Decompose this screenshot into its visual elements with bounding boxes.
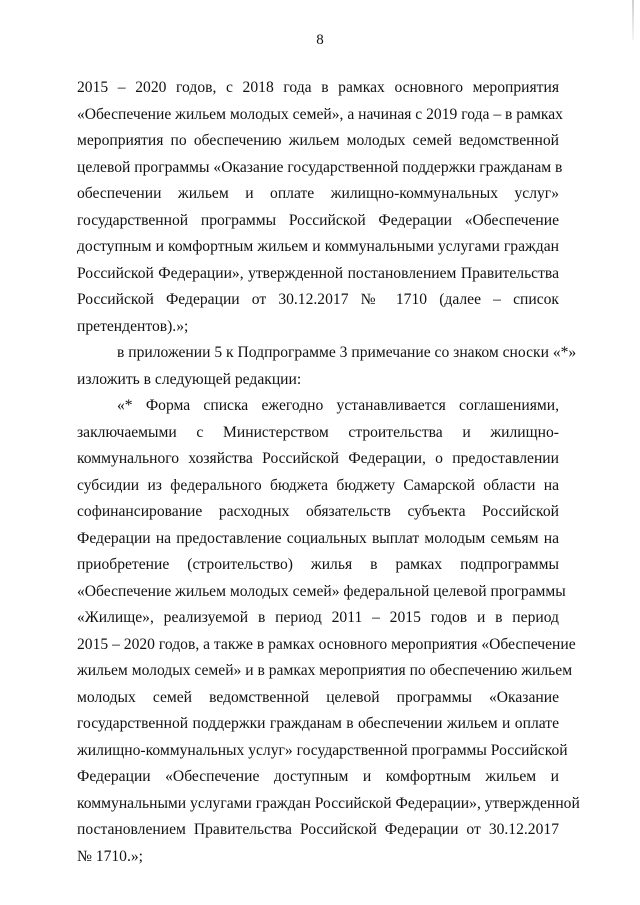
paragraph-continuation <box>77 75 563 340</box>
paragraph-footnote-text <box>77 393 580 870</box>
text-line: приобретение (строительство) жилья в рамках подпрограммы <box>77 556 559 573</box>
text-line: в приложении 5 к Подпрограмме 3 примечание со знаком сноски «*» <box>117 344 577 361</box>
text-line: Российской Федерации от 30.12.2017 № 1710 (далее – список <box>77 291 559 308</box>
paragraph-amendment-instruction <box>77 340 577 393</box>
text-line: Российской Федерации», утвержденной постановлением Правительства <box>77 264 559 282</box>
text-line: № 1710.»; <box>77 847 143 865</box>
text-line: обеспечении жильем и оплате жилищно-коммунальных услуг» <box>77 185 559 202</box>
text-line: 2015 – 2020 годов, а также в рамках основного мероприятия «Обеспечение <box>77 635 576 653</box>
text-line: государственной программы Российской Федерации «Обеспечение <box>77 211 559 229</box>
text-line: коммунального хозяйства Российской Федерации, о предоставлении <box>77 450 559 467</box>
text-line: коммунальными услугами граждан Российской Федерации», утвержденной <box>77 794 580 812</box>
text-line: претендентов).»; <box>77 317 189 335</box>
text-line: государственной поддержки гражданам в обеспечении жильем и оплате <box>77 715 559 732</box>
text-line: «Обеспечение жильем молодых семей», а начиная с 2019 года – в рамках <box>77 105 563 123</box>
text-line: мероприятия по обеспечению жильем молодых семей ведомственной <box>77 132 559 149</box>
text-line: софинансирование расходных обязательств субъекта Российской <box>77 503 559 520</box>
text-line: жилищно-коммунальных услуг» государственной программы Российской <box>77 741 568 759</box>
document-body <box>77 75 580 870</box>
text-line: субсидии из федерального бюджета бюджету Самарской области на <box>77 476 559 494</box>
text-line: Федерации на предоставление социальных выплат молодым семьям на <box>77 529 559 547</box>
text-line: изложить в следующей редакции: <box>77 370 302 388</box>
text-line: Федерации «Обеспечение доступным и комфортным жильем и <box>77 768 559 785</box>
text-line: жильем молодых семей» и в рамках мероприятия по обеспечению жильем <box>77 662 573 679</box>
text-line: молодых семей ведомственной целевой программы «Оказание <box>77 688 559 706</box>
page-number: 8 <box>316 32 324 48</box>
text-line: «Обеспечение жильем молодых семей» федеральной целевой программы <box>77 582 566 600</box>
text-line: «Жилище», реализуемой в период 2011 – 2015 годов и в период <box>77 609 559 626</box>
text-line: 2015 – 2020 годов, с 2018 года в рамках основного мероприятия <box>77 79 559 96</box>
text-line: постановлением Правительства Российской Федерации от 30.12.2017 <box>77 821 559 838</box>
text-line: «* Форма списка ежегодно устанавливается соглашениями, <box>117 397 559 414</box>
text-line: доступным и комфортным жильем и коммунальными услугами граждан <box>77 238 559 255</box>
text-line: целевой программы «Оказание государственной поддержки гражданам в <box>77 158 563 176</box>
text-line: заключаемыми с Министерством строительства и жилищно- <box>77 423 559 441</box>
